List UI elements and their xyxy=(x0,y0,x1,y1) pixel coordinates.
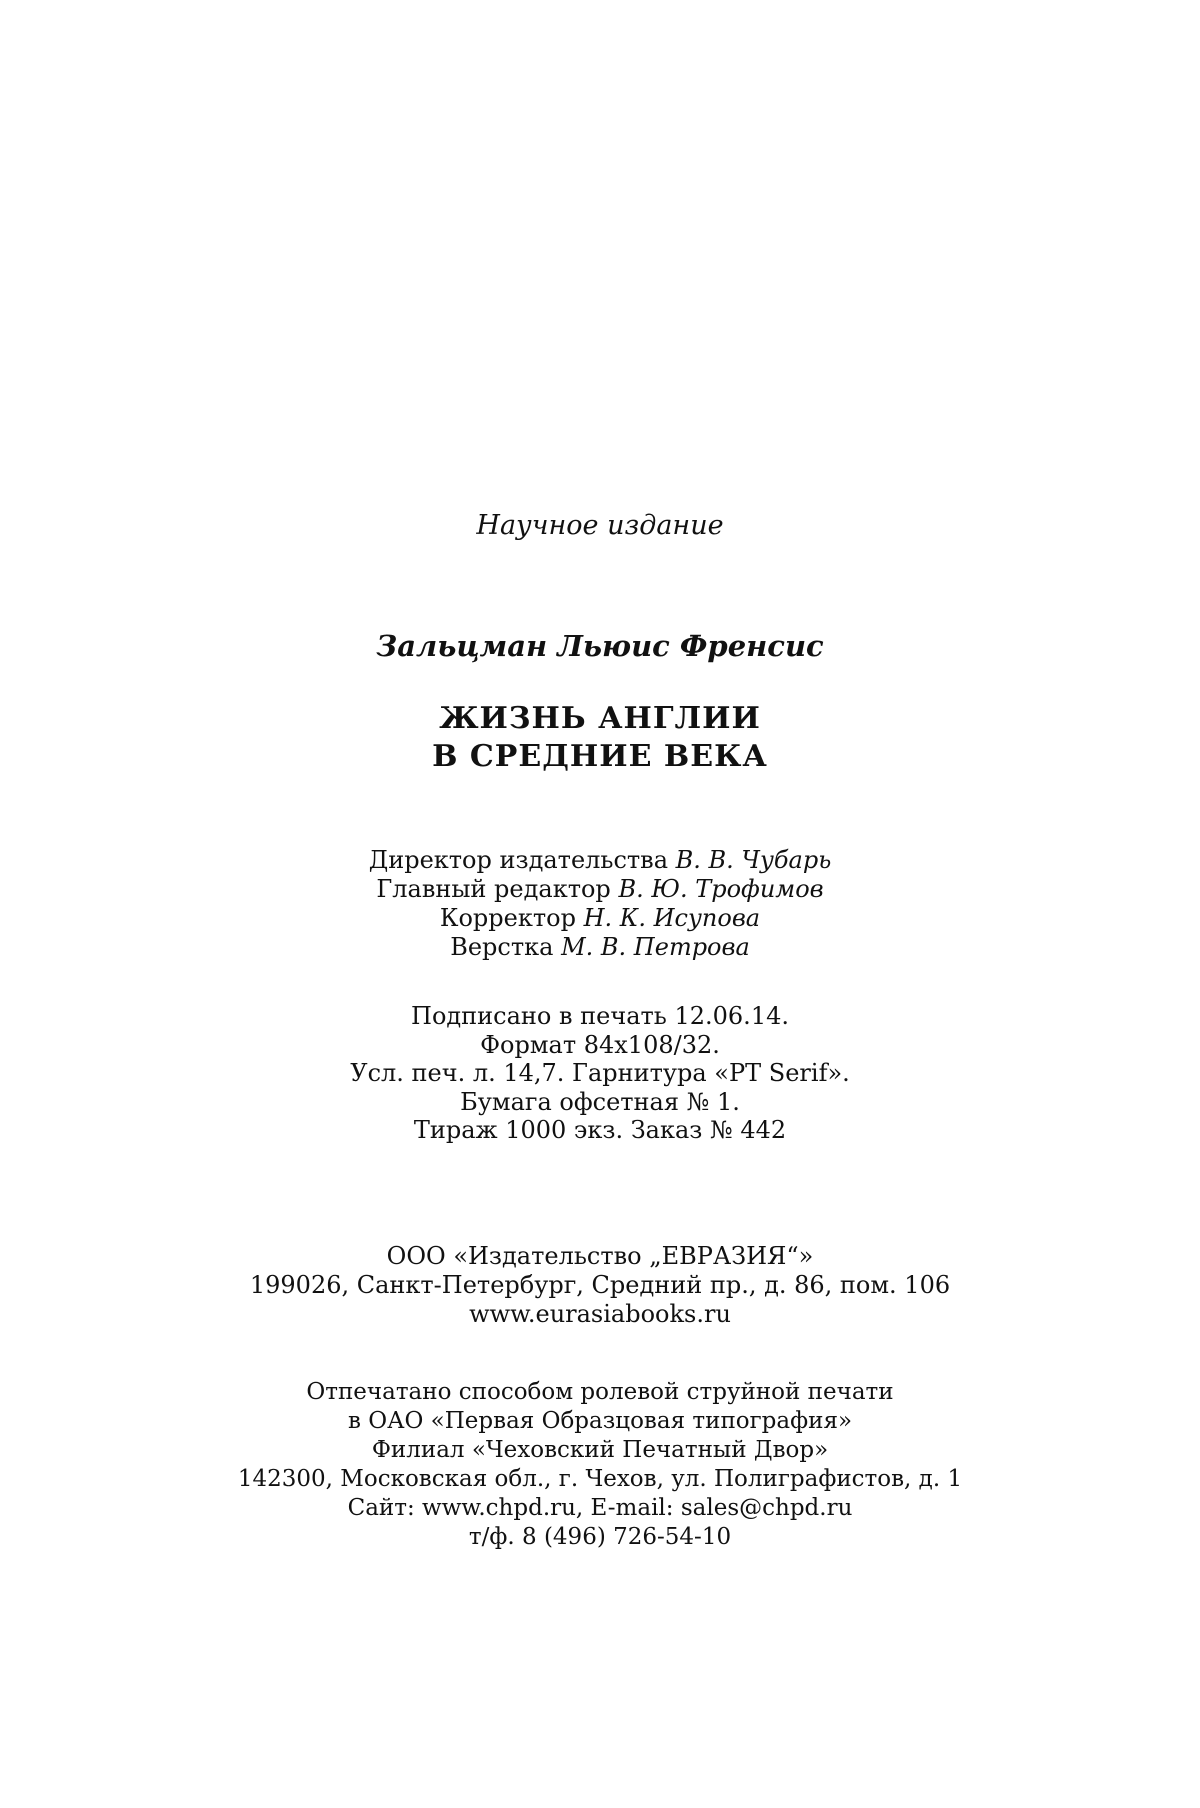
book-title-line-2: В СРЕДНИЕ ВЕКА xyxy=(432,739,768,774)
printing-address: 142300, Московская обл., г. Чехов, ул. Полиграфистов, д. 1 xyxy=(237,1466,963,1492)
staff-person: В. Ю. Трофимов xyxy=(618,875,824,903)
staff-credits xyxy=(0,846,1200,962)
printing-method: Отпечатано способом ролевой струйной печати xyxy=(306,1379,894,1405)
print-circulation: Тираж 1000 экз. Заказ № 442 xyxy=(413,1116,787,1144)
book-title-line-1: ЖИЗНЬ АНГЛИИ xyxy=(439,701,761,736)
author-name xyxy=(0,626,1200,666)
print-specifications xyxy=(0,1002,1200,1145)
staff-credit-director xyxy=(0,846,1200,875)
staff-role: Верстка xyxy=(450,933,554,961)
staff-person: М. В. Петрова xyxy=(561,933,750,961)
print-sheets-font: Усл. печ. л. 14,7. Гарнитура «PT Serif». xyxy=(350,1059,850,1087)
book-title xyxy=(0,700,1200,776)
publisher-address: 199026, Санкт-Петербург, Средний пр., д. 86, пом. 106 xyxy=(249,1271,951,1299)
publisher-name: ООО «Издательство „ЕВРАЗИЯ“» xyxy=(386,1242,814,1270)
edition-type xyxy=(0,506,1200,546)
publisher-info xyxy=(0,1242,1200,1329)
printing-house-info xyxy=(0,1378,1200,1552)
staff-role: Директор издательства xyxy=(368,846,668,874)
author-label: Зальцман Льюис Френсис xyxy=(376,629,824,663)
edition-type-label: Научное издание xyxy=(476,510,724,541)
printing-branch: Филиал «Чеховский Печатный Двор» xyxy=(371,1437,829,1463)
staff-person: Н. К. Исупова xyxy=(583,904,761,932)
printing-company: в ОАО «Первая Образцовая типография» xyxy=(347,1408,853,1434)
print-signed-date: Подписано в печать 12.06.14. xyxy=(411,1002,789,1030)
staff-person: В. В. Чубарь xyxy=(675,846,832,874)
printing-phone: т/ф. 8 (496) 726-54-10 xyxy=(468,1524,732,1550)
publisher-website: www.eurasiabooks.ru xyxy=(469,1300,731,1328)
printing-contacts: Сайт: www.chpd.ru, E-mail: sales@chpd.ru xyxy=(347,1495,853,1521)
staff-role: Корректор xyxy=(439,904,576,932)
staff-credit-layout xyxy=(0,933,1200,962)
print-format: Формат 84x108/32. xyxy=(480,1030,720,1059)
staff-role: Главный редактор xyxy=(376,875,611,903)
staff-credit-chief-editor xyxy=(0,875,1200,904)
staff-credit-proofreader xyxy=(0,904,1200,933)
print-paper: Бумага офсетная № 1. xyxy=(460,1087,740,1116)
